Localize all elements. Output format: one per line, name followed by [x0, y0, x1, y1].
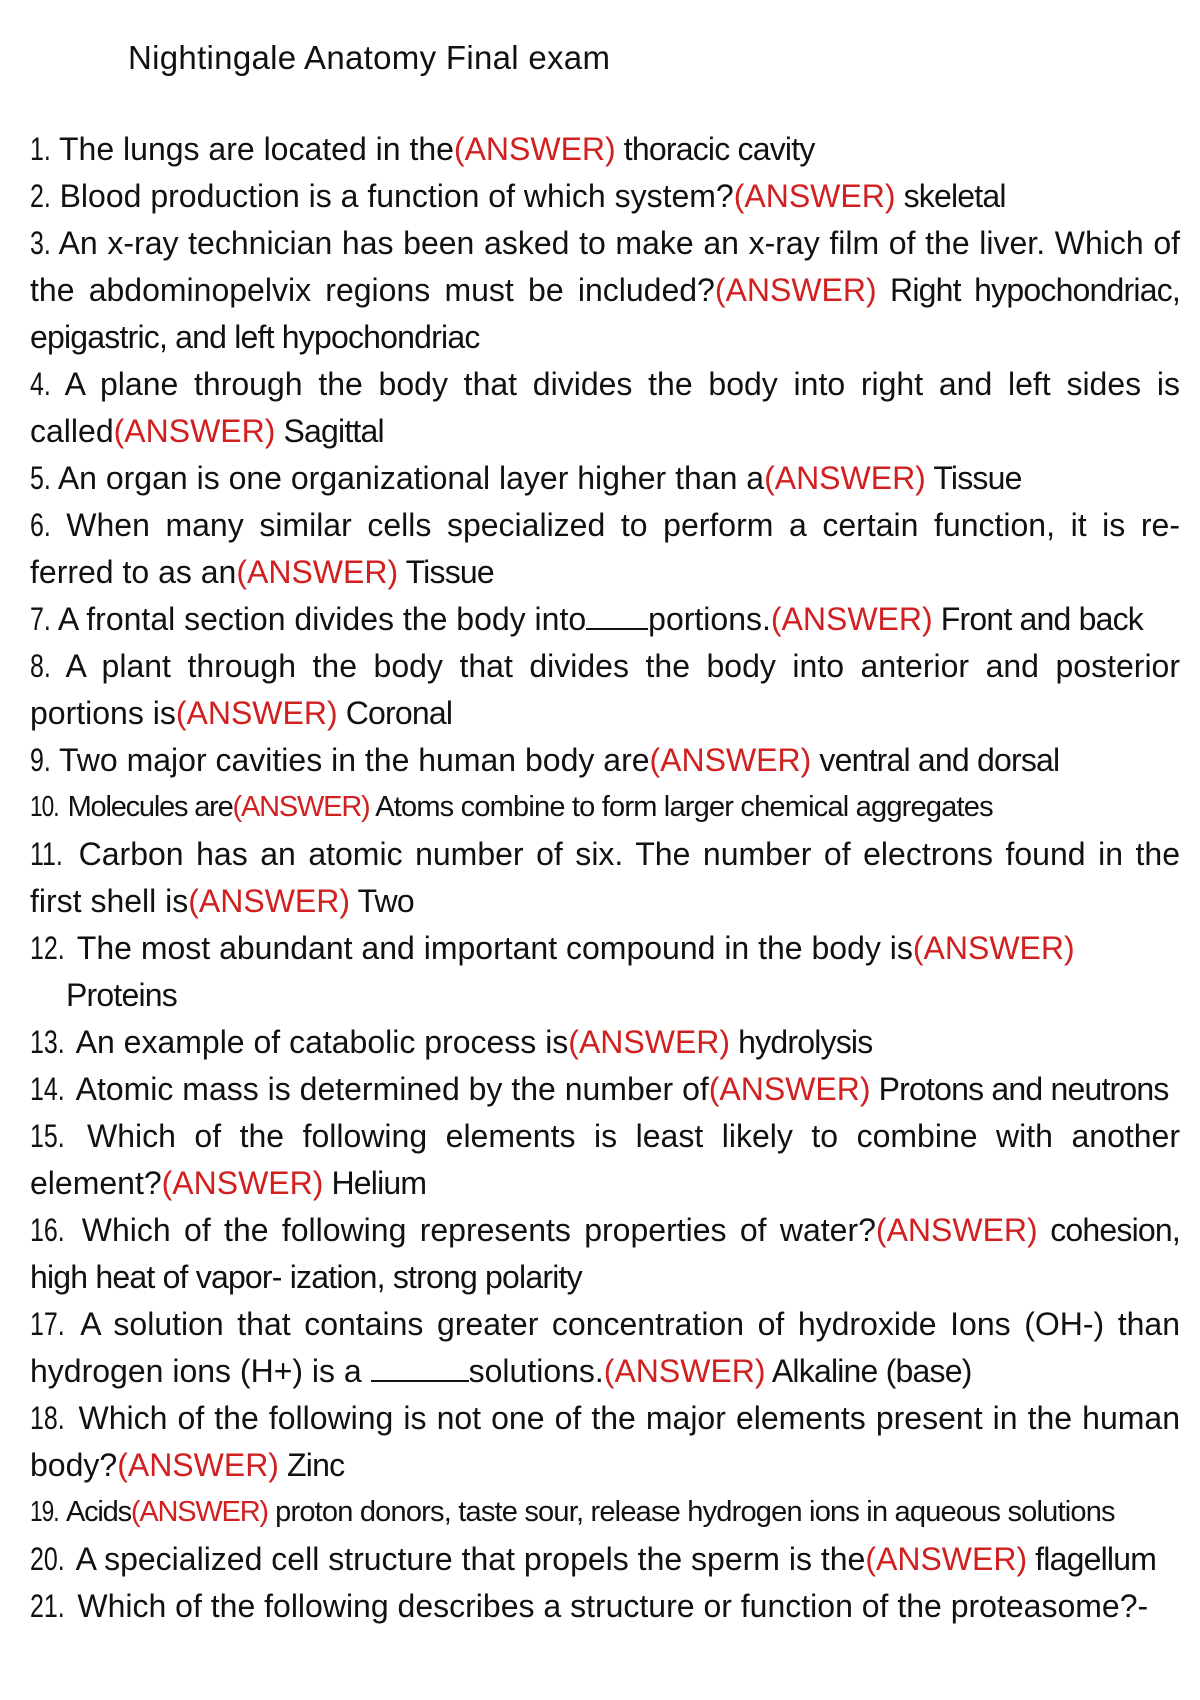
- fill-in-blank: [586, 600, 648, 630]
- answer-label: (ANSWER): [764, 460, 926, 496]
- answer-text: Protons and neutrons: [870, 1071, 1169, 1107]
- question-number: 20.: [30, 1541, 65, 1577]
- list-item: [30, 126, 1180, 173]
- question-number: 1.: [30, 131, 51, 167]
- question-text: An x-ray technician has been asked to make an x-ray film of the liver. Which of the abdominopelvix regions must be included?: [30, 225, 1180, 308]
- answer-label: (ANSWER): [912, 930, 1075, 966]
- answer-label: (ANSWER): [603, 1353, 766, 1389]
- answer-text: Coronal: [337, 695, 453, 731]
- answer-label: (ANSWER): [188, 883, 351, 919]
- list-item: [30, 361, 1180, 455]
- list-item: [30, 1395, 1180, 1489]
- question-text: An example of catabolic process is: [68, 1024, 569, 1060]
- list-item: [30, 1113, 1180, 1207]
- list-item: [30, 925, 1180, 1019]
- answer-label: (ANSWER): [733, 178, 896, 214]
- question-text: An organ is one organizational layer higher than a: [50, 460, 765, 496]
- list-item: [30, 1489, 1180, 1536]
- answer-label: (ANSWER): [236, 554, 399, 590]
- question-text: A frontal section divides the body into: [50, 601, 587, 637]
- answer-label: (ANSWER): [649, 742, 812, 778]
- question-number: 17.: [30, 1306, 65, 1342]
- list-item: [30, 643, 1180, 737]
- question-text: When many similar cells specialized to perform a certain function, it is re- ferred to as an: [30, 507, 1180, 590]
- answer-text: Alkaline (base): [765, 1353, 972, 1389]
- answer-text: Sagittal: [275, 413, 384, 449]
- answer-text: Helium: [323, 1165, 427, 1201]
- list-item: [30, 173, 1180, 220]
- list-item: [30, 455, 1180, 502]
- list-item: [30, 502, 1180, 596]
- question-number: 11.: [30, 836, 63, 872]
- answer-text: Tissue: [398, 554, 494, 590]
- question-text: Molecules are: [60, 791, 233, 823]
- answer-text: Right hypochondriac, epigastric, and left hypochondriac: [30, 272, 1181, 355]
- question-text: The lungs are located in the: [50, 131, 454, 167]
- list-item: [30, 831, 1180, 925]
- question-text: Which of the following is not one of the major elements present in the human body?: [30, 1400, 1180, 1483]
- question-number: 5.: [30, 460, 51, 496]
- question-text: A plant through the body that divides the body into anterior and posterior portions is: [30, 648, 1180, 731]
- question-text: Which of the following describes a structure or function of the proteasome?-: [68, 1588, 1149, 1624]
- question-number: 10.: [30, 791, 59, 823]
- question-number: 16.: [30, 1212, 65, 1248]
- answer-label: (ANSWER): [875, 1212, 1038, 1248]
- answer-label: (ANSWER): [714, 272, 877, 308]
- answer-text: Front and back: [932, 601, 1143, 637]
- list-item: [30, 737, 1180, 784]
- question-text: A specialized cell structure that propels the sperm is the: [68, 1541, 866, 1577]
- answer-text: Zinc: [278, 1447, 345, 1483]
- question-number: 6.: [30, 507, 51, 543]
- answer-label: (ANSWER): [770, 601, 933, 637]
- question-number: 19.: [30, 1496, 59, 1528]
- question-number: 12.: [30, 930, 65, 966]
- question-number: 14.: [30, 1071, 65, 1107]
- answer-text: cohesion, high heat of vapor- ization, strong polarity: [30, 1212, 1180, 1295]
- question-number: 4.: [30, 366, 51, 402]
- answer-text: proton donors, taste sour, release hydrogen ions in aqueous solutions: [267, 1496, 1115, 1528]
- question-number: 15.: [30, 1118, 65, 1154]
- question-text-after-blank: solutions.: [468, 1353, 604, 1389]
- answer-text: ventral and dorsal: [811, 742, 1060, 778]
- question-text: Atomic mass is determined by the number of: [68, 1071, 709, 1107]
- question-number: 8.: [30, 648, 51, 684]
- list-item: [30, 784, 1180, 831]
- answer-label: (ANSWER): [161, 1165, 324, 1201]
- answer-text: skeletal: [895, 178, 1006, 214]
- question-text: Which of the following represents properties of water?: [68, 1212, 876, 1248]
- question-number: 3.: [30, 225, 51, 261]
- answer-label: (ANSWER): [113, 413, 276, 449]
- question-list: [30, 126, 1180, 1630]
- list-item: [30, 1066, 1180, 1113]
- answer-text: Proteins: [66, 977, 177, 1013]
- answer-label: (ANSWER): [865, 1541, 1028, 1577]
- list-item: [30, 1301, 1180, 1395]
- question-text: Two major cavities in the human body are: [50, 742, 650, 778]
- answer-text: Atoms combine to form larger chemical aggregates: [369, 791, 993, 823]
- answer-label: (ANSWER): [130, 1496, 268, 1528]
- question-number: 2.: [30, 178, 51, 214]
- list-item: [30, 1583, 1180, 1630]
- list-item: [30, 1536, 1180, 1583]
- list-item: [30, 1019, 1180, 1066]
- page-title: Nightingale Anatomy Final exam: [128, 39, 611, 76]
- answer-text: flagellum: [1027, 1541, 1157, 1577]
- question-text: Which of the following elements is least likely to combine with another element?: [30, 1118, 1180, 1201]
- fill-in-blank: [371, 1352, 469, 1382]
- answer-text: thoracic cavity: [615, 131, 815, 167]
- answer-text: Two: [350, 883, 414, 919]
- answer-text: hydrolysis: [730, 1024, 873, 1060]
- question-number: 7.: [30, 601, 51, 637]
- question-text: Carbon has an atomic number of six. The number of electrons found in the first shell is: [30, 836, 1180, 919]
- question-text: A plane through the body that divides the body into right and left sides is called: [30, 366, 1180, 449]
- question-text: Acids: [60, 1496, 131, 1528]
- question-text-after-blank: portions.: [648, 601, 771, 637]
- list-item: [30, 220, 1180, 361]
- answer-label: (ANSWER): [708, 1071, 871, 1107]
- answer-label: (ANSWER): [453, 131, 616, 167]
- answer-label: (ANSWER): [175, 695, 338, 731]
- answer-label: (ANSWER): [117, 1447, 279, 1483]
- question-number: 13.: [30, 1024, 65, 1060]
- question-number: 18.: [30, 1400, 65, 1436]
- question-text: The most abundant and important compound in the body is: [68, 930, 913, 966]
- question-number: 9.: [30, 742, 51, 778]
- list-item: [30, 596, 1180, 643]
- answer-label: (ANSWER): [568, 1024, 731, 1060]
- answer-label: (ANSWER): [232, 791, 370, 823]
- question-text: Blood production is a function of which system?: [50, 178, 734, 214]
- question-text: A solution that contains greater concentration of hydroxide Ions (OH-) than hydrogen ions (H+) is a: [30, 1306, 1180, 1389]
- list-item: [30, 1207, 1180, 1301]
- answer-text: Tissue: [925, 460, 1022, 496]
- question-number: 21.: [30, 1588, 65, 1624]
